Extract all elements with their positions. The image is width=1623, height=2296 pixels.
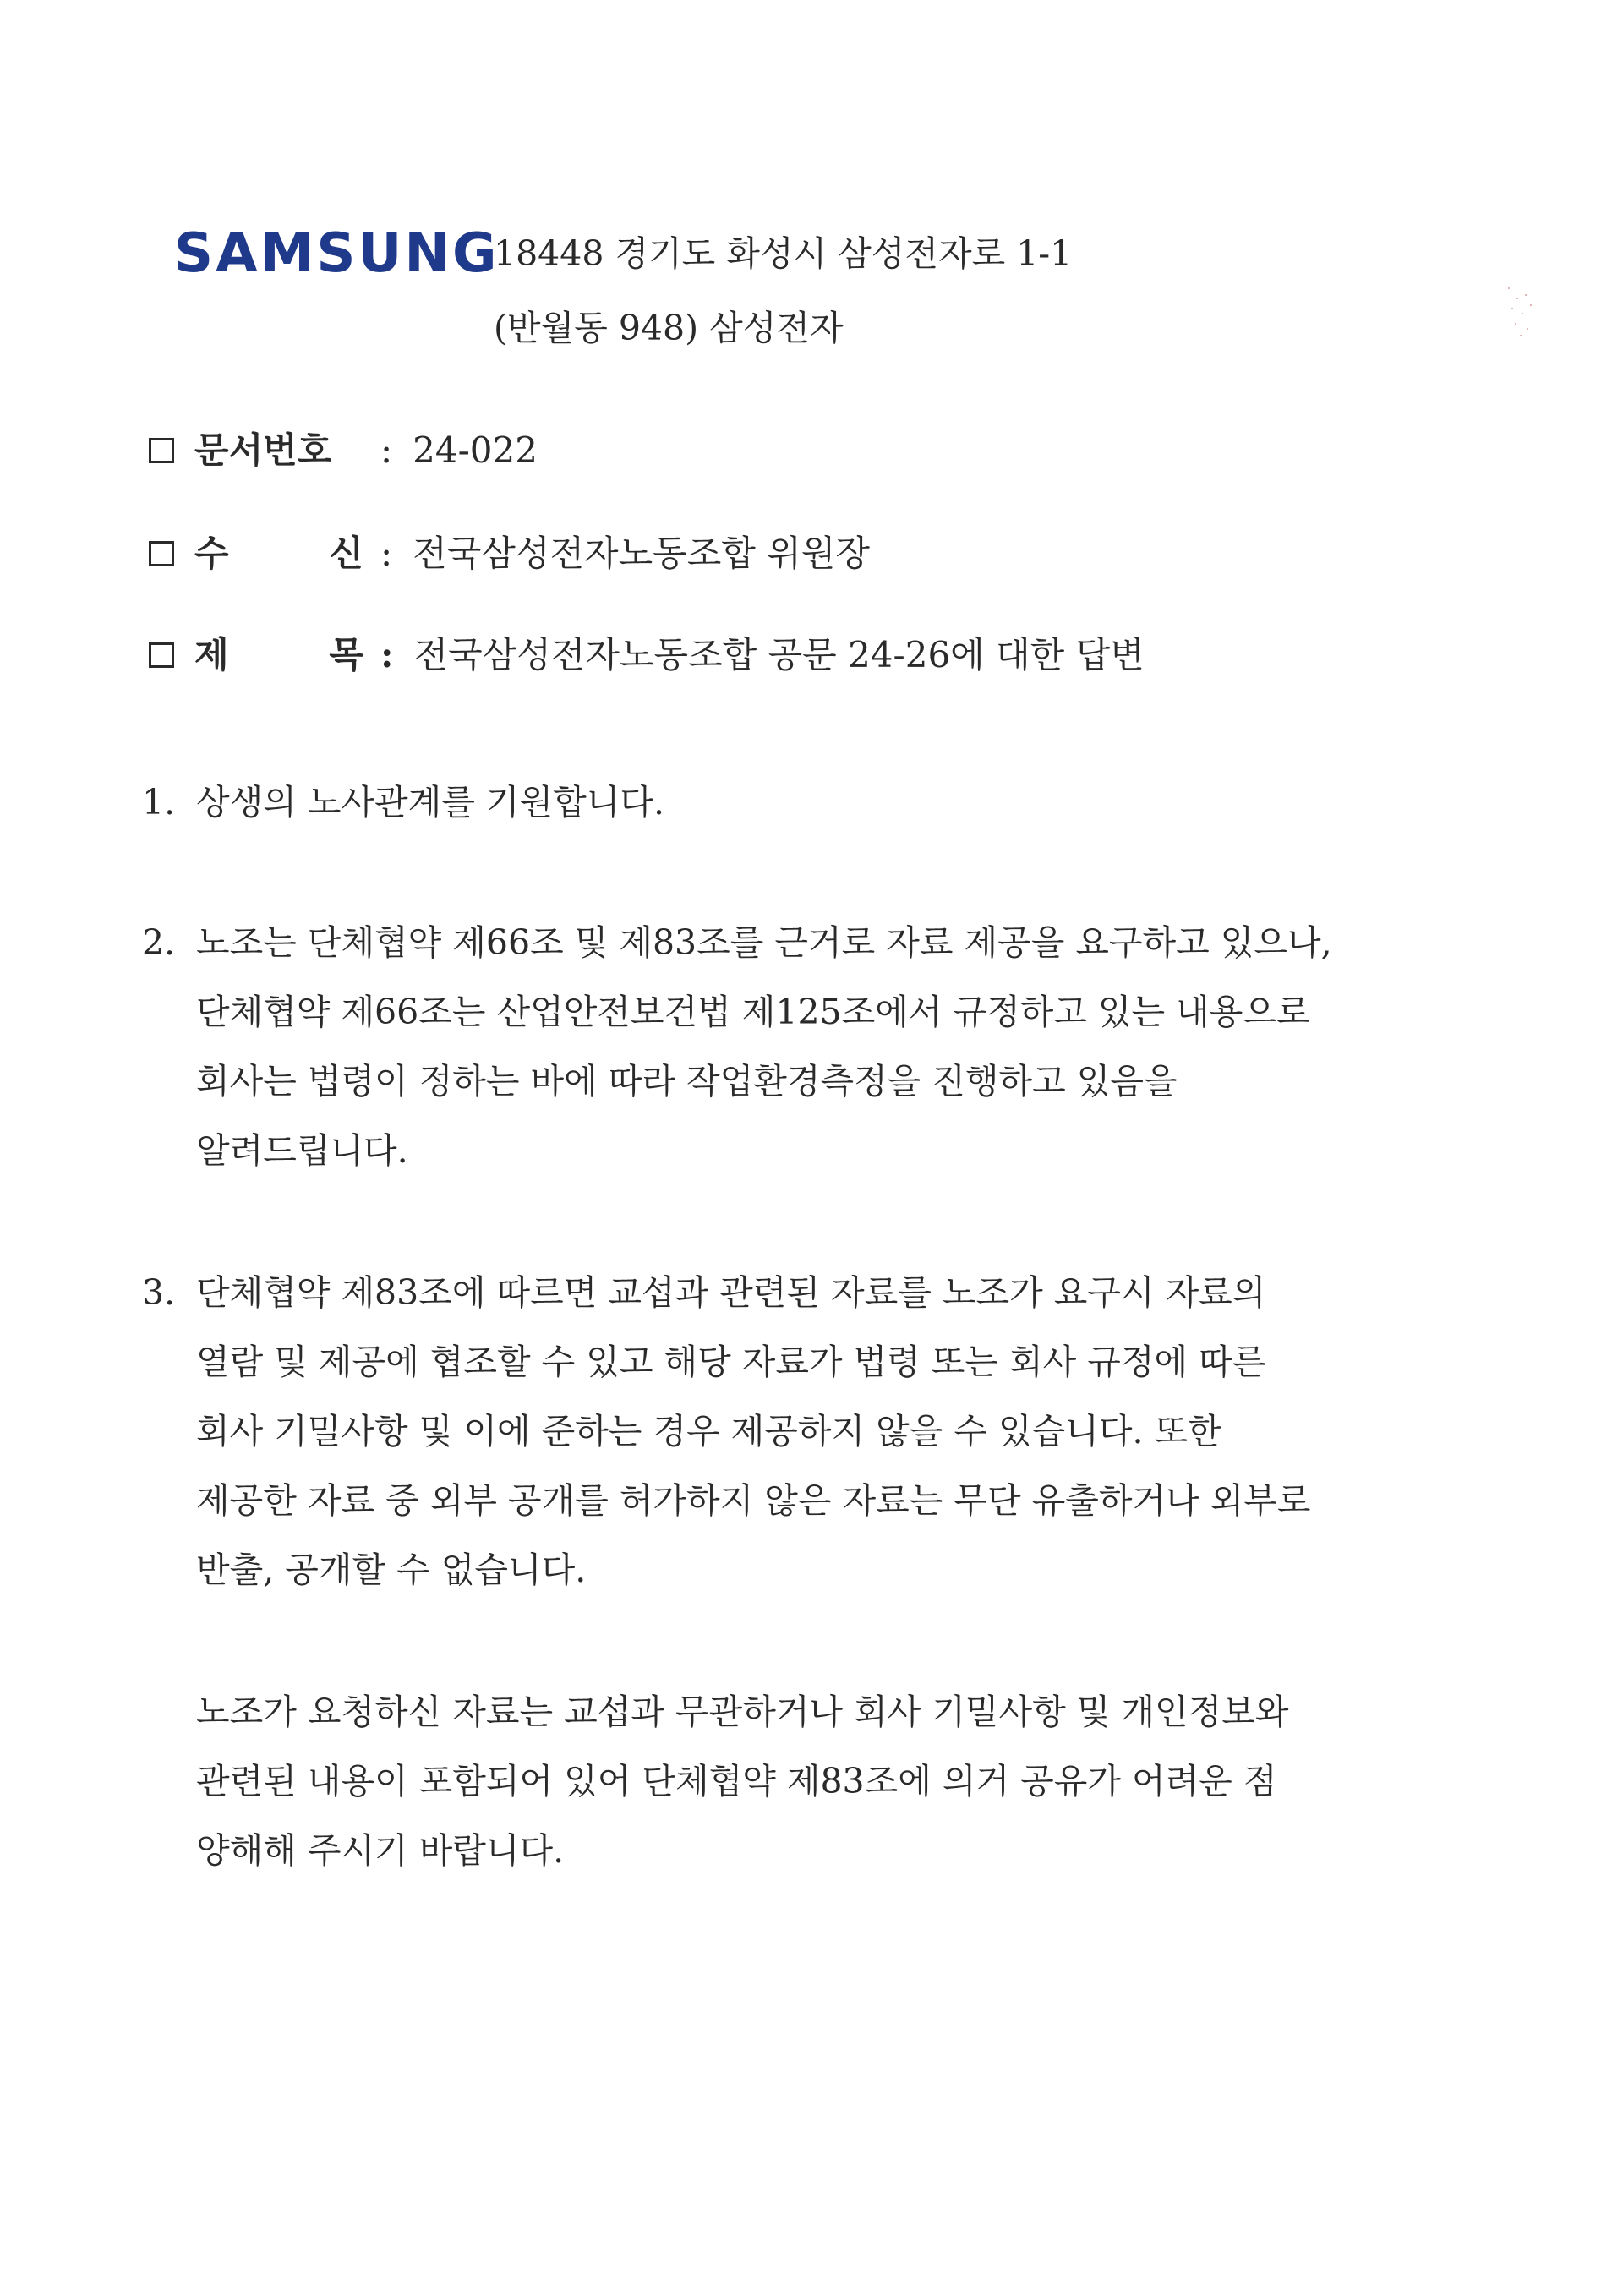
paragraph-line: 알려드립니다. (196, 1130, 408, 1171)
recipient-label-a: 수 (194, 533, 229, 574)
colon: : (380, 533, 393, 574)
checkbox-square-icon (149, 541, 174, 566)
paragraph-line: 노조가 요청하신 자료는 교섭과 무관하거나 회사 기밀사항 및 개인정보와 (196, 1692, 1289, 1732)
address-line-1: 18448 경기도 화성시 삼성전자로 1-1 (494, 233, 1073, 274)
doc-number-value: 24-022 (413, 429, 538, 471)
paragraph-line: 단체협약 제66조는 산업안전보건법 제125조에서 규정하고 있는 내용으로 (196, 992, 1310, 1032)
paragraph-line: 열람 및 제공에 협조할 수 있고 해당 자료가 법령 또는 회사 규정에 따른 (196, 1342, 1266, 1382)
paragraph-2 (142, 908, 1461, 1185)
doc-number-label: 문서번호 (194, 429, 332, 471)
colon: : (380, 429, 393, 471)
checkbox-square-icon (149, 642, 174, 668)
paragraph-number: 3. (142, 1272, 176, 1313)
paragraph-line: 반출, 공개할 수 없습니다. (196, 1550, 587, 1590)
samsung-logo: SAMSUNG (174, 222, 500, 285)
subject-label-b: 목 (329, 634, 363, 675)
paragraph-line: 관련된 내용이 포함되어 있어 단체협약 제83조에 의거 공유가 어려운 점 (196, 1761, 1277, 1801)
subject-value: 전국삼성전자노동조합 공문 24-26에 대한 답변 (413, 634, 1145, 675)
subject-label-a: 제 (194, 634, 229, 675)
paragraph-3 (142, 1258, 1461, 1604)
scan-speckle (1505, 279, 1538, 347)
paragraph-number: 1. (142, 782, 176, 823)
paragraph-line: 상생의 노사관계를 기원합니다. (196, 782, 664, 823)
paragraph-number: 2. (142, 922, 176, 963)
paragraph-line: 회사 기밀사항 및 이에 준하는 경우 제공하지 않을 수 있습니다. 또한 (196, 1411, 1221, 1451)
recipient-label-b: 신 (329, 533, 363, 574)
doc-number-row (149, 429, 538, 471)
paragraph-4 (142, 1677, 1461, 1885)
recipient-value: 전국삼성전자노동조합 위원장 (413, 533, 870, 574)
paragraph-line: 노조는 단체협약 제66조 및 제83조를 근거로 자료 제공을 요구하고 있으나, (196, 922, 1332, 963)
subject-row (149, 634, 1145, 675)
colon: : (380, 634, 394, 675)
paragraph-line: 회사는 법령이 정하는 바에 따라 작업환경측정을 진행하고 있음을 (196, 1061, 1178, 1102)
paragraph-1 (142, 768, 1461, 837)
address-line-2: (반월동 948) 삼성전자 (494, 308, 844, 348)
paragraph-line: 단체협약 제83조에 따르면 교섭과 관련된 자료를 노조가 요구시 자료의 (196, 1272, 1266, 1313)
paragraph-line: 제공한 자료 중 외부 공개를 허가하지 않은 자료는 무단 유출하거나 외부로 (196, 1480, 1311, 1521)
paragraph-line: 양해해 주시기 바랍니다. (196, 1830, 565, 1871)
recipient-label (194, 533, 363, 574)
recipient-row (149, 533, 870, 574)
checkbox-square-icon (149, 438, 174, 463)
subject-label (194, 634, 363, 675)
